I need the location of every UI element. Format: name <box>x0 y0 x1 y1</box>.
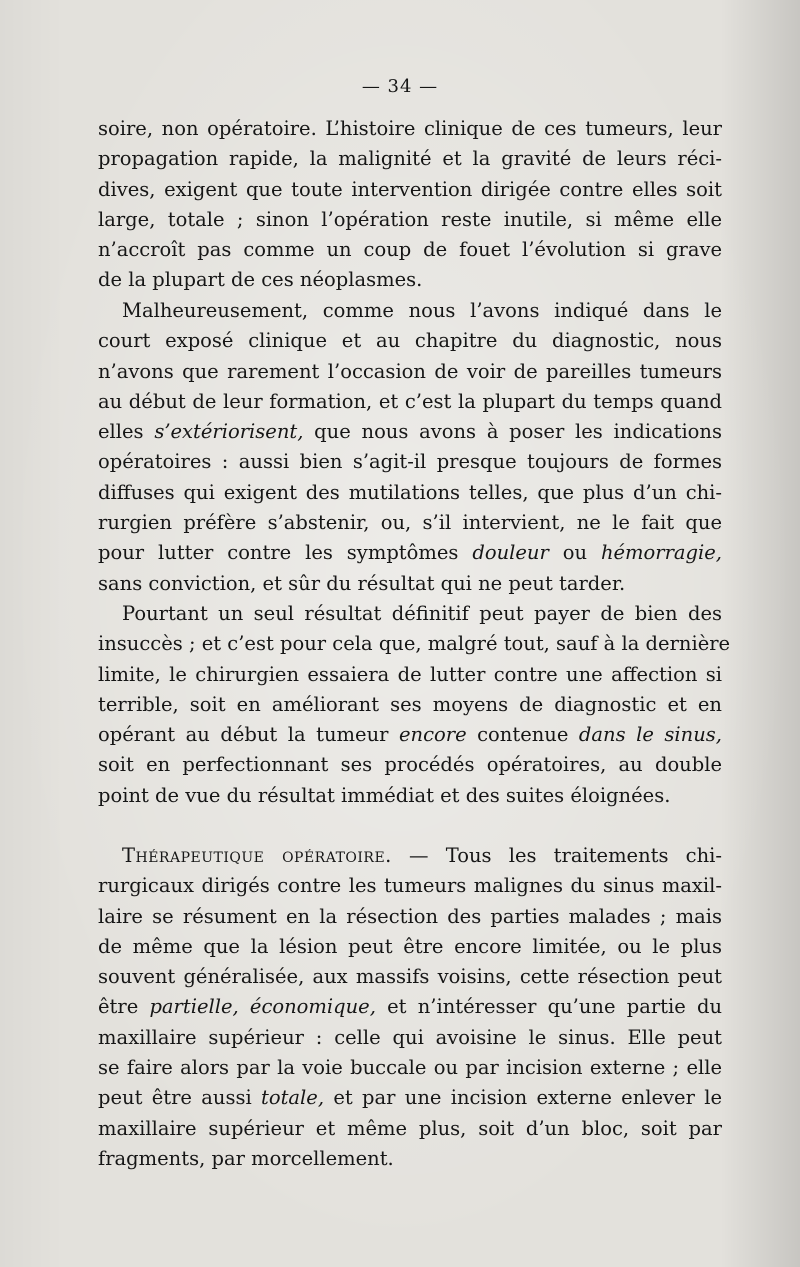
text-line: n’accroît pas comme un coup de fouet l’évolution si grave <box>98 238 722 262</box>
text-line: au début de leur formation, et c’est la plupart du temps quand <box>98 389 722 413</box>
text-line: rurgicaux dirigés contre les tumeurs malignes du sinus maxil- <box>98 874 722 898</box>
text-line: insuccès ; et c’est pour cela que, malgré tout, sauf à la dernière <box>98 632 731 656</box>
text-line: court exposé clinique et au chapitre du diagnostic, nous <box>98 329 722 353</box>
text-segment: être <box>98 995 150 1019</box>
text-line: soit en perfectionnant ses procédés opératoires, au double <box>98 753 722 777</box>
text-line: de la plupart de ces néoplasmes. <box>98 268 423 292</box>
text-segment: opérant au début la tumeur <box>98 723 399 747</box>
text-line: soire, non opératoire. L’histoire clinique de ces tumeurs, leur <box>98 117 722 140</box>
text-line: souvent généralisée, aux massifs voisins, cette résection peut <box>98 965 722 989</box>
paragraph-2 <box>98 296 722 599</box>
text-line <box>98 538 722 568</box>
text-line <box>98 417 722 447</box>
section-heading: Thérapeutique opératoire. <box>122 844 392 867</box>
text-segment: — Tous les traitements chi- <box>391 844 722 867</box>
text-line: n’avons que rarement l’occasion de voir de pareilles tumeurs <box>98 359 722 383</box>
text-line: diffuses qui exigent des mutilations telles, que plus d’un chi- <box>98 480 722 504</box>
text-line: de même que la lésion peut être encore limitée, ou le plus <box>98 934 722 958</box>
italic-text: dans le sinus, <box>578 723 722 747</box>
text-line: sans conviction, et sûr du résultat qui ne peut tarder. <box>98 571 626 595</box>
italic-text: s’extériorisent, <box>154 420 304 444</box>
text-segment: et n’intéresser qu’une partie du <box>375 995 722 1019</box>
text-line: terrible, soit en améliorant ses moyens de diagnostic et en <box>98 692 722 716</box>
italic-text: partielle, économique, <box>149 995 376 1019</box>
text-line: Malheureusement, comme nous l’avons indiqué dans le <box>122 299 722 322</box>
text-segment: que nous avons à poser les indications <box>303 420 722 444</box>
text-line <box>98 992 722 1022</box>
paragraph-3 <box>98 599 731 811</box>
italic-text: hémorragie, <box>600 541 722 565</box>
italic-text: douleur <box>472 541 549 565</box>
text-line: opératoires : aussi bien s’agit-il presque toujours de formes <box>98 450 722 474</box>
text-segment: pour lutter contre les symptômes <box>98 541 473 565</box>
italic-text: encore <box>398 723 467 747</box>
text-line <box>98 720 722 750</box>
text-line: point de vue du résultat immédiat et des suites éloignées. <box>98 783 671 807</box>
text-line: maxillaire supérieur et même plus, soit d’un bloc, soit par <box>98 1116 722 1140</box>
text-line: Pourtant un seul résultat définitif peut payer de bien des <box>122 602 722 625</box>
text-line: propagation rapide, la malignité et la gravité de leurs réci- <box>98 147 722 171</box>
text-line: laire se résument en la résection des parties malades ; mais <box>98 904 722 928</box>
text-line: limite, le chirurgien essaiera de lutter contre une affection si <box>98 662 722 686</box>
text-line: rurgien préfère s’abstenir, ou, s’il intervient, ne le fait que <box>98 511 722 535</box>
text-segment: contenue <box>466 723 579 747</box>
text-line: maxillaire supérieur : celle qui avoisine le sinus. Elle peut <box>98 1025 722 1049</box>
text-line <box>98 1083 722 1113</box>
paragraph-1 <box>98 114 722 296</box>
text-segment: et par une incision externe enlever le <box>324 1086 722 1110</box>
text-line: large, totale ; sinon l’opération reste inutile, si même elle <box>98 207 722 231</box>
text-line: dives, exigent que toute intervention dirigée contre elles soit <box>98 177 722 201</box>
text-segment: elles <box>98 420 155 444</box>
text-line: fragments, par morcellement. <box>98 1146 394 1170</box>
italic-text: totale, <box>261 1086 325 1110</box>
text-line: se faire alors par la voie buccale ou par incision externe ; elle <box>98 1056 722 1080</box>
text-segment: ou <box>548 541 601 565</box>
paragraph-4 <box>98 841 722 1174</box>
text-segment: peut être aussi <box>98 1086 262 1110</box>
page-number: — 34 — <box>361 76 439 97</box>
text-line <box>98 841 722 871</box>
